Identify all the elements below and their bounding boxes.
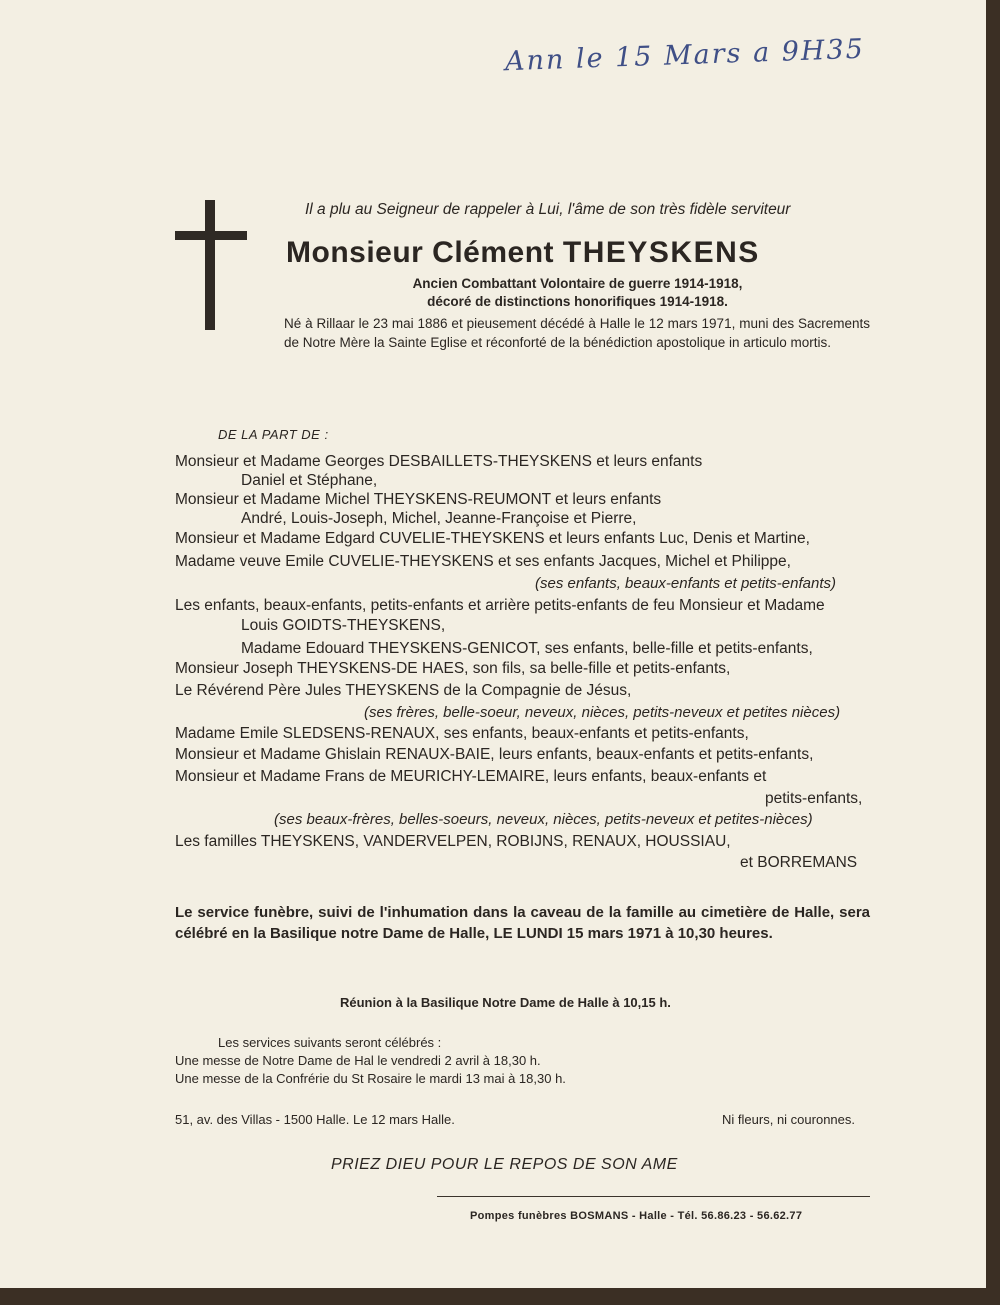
funeral-service-text: Le service funèbre, suivi de l'inhumation dans la caveau de la famille au cimetière de Halle, sera célébré en la Basilique notre Dame de Halle, LE LUNDI 15 mars 1971 à 10,30 heures. bbox=[175, 904, 870, 942]
name-surname: THEYSKENS bbox=[562, 236, 760, 269]
family-line: et BORREMANS bbox=[740, 854, 858, 871]
reunion-text: Réunion à la Basilique Notre Dame de Halle à 10,15 h. bbox=[340, 995, 671, 1010]
family-line: Monsieur Joseph THEYSKENS-DE HAES, son fils, sa belle-fille et petits-enfants, bbox=[175, 660, 731, 677]
family-line: Monsieur et Madame Ghislain RENAUX-BAIE, leurs enfants, beaux-enfants et petits-enfants, bbox=[175, 746, 814, 763]
deceased-name bbox=[286, 236, 760, 270]
flowers-note: Ni fleurs, ni couronnes. bbox=[722, 1112, 855, 1127]
family-line: petits-enfants, bbox=[765, 790, 863, 807]
birth-death-text: Né à Rillaar le 23 mai 1886 et pieusement décédé à Halle le 12 mars 1971, muni des Sacrements de Notre Mère la Sainte Eglise et réconforté de la bénédiction apostolique in articulo mortis. bbox=[284, 316, 870, 350]
cross-vertical-bar bbox=[205, 200, 215, 330]
cross-horizontal-bar bbox=[175, 231, 247, 240]
intro-text: Il a plu au Seigneur de rappeler à Lui, l'âme de son très fidèle serviteur bbox=[305, 201, 791, 218]
handwritten-note: Ann le 15 Mars a 9H35 bbox=[504, 33, 866, 78]
prayer-request: PRIEZ DIEU POUR LE REPOS DE SON AME bbox=[331, 1156, 678, 1173]
family-line: Madame Emile SLEDSENS-RENAUX, ses enfants, beaux-enfants et petits-enfants, bbox=[175, 725, 749, 742]
address-text: 51, av. des Villas - 1500 Halle. Le 12 mars Halle. bbox=[175, 1112, 455, 1127]
family-line: André, Louis-Joseph, Michel, Jeanne-Françoise et Pierre, bbox=[241, 510, 637, 527]
funeral-home-footer: Pompes funèbres BOSMANS - Halle - Tél. 56.86.23 - 56.62.77 bbox=[470, 1210, 803, 1222]
name-prefix: Monsieur Clément bbox=[286, 236, 555, 269]
family-line: Louis GOIDTS-THEYSKENS, bbox=[241, 617, 446, 634]
family-relation-note: (ses frères, belle-soeur, neveux, nièces, petits-neveux et petites nièces) bbox=[364, 704, 841, 721]
family-line: Les familles THEYSKENS, VANDERVELPEN, ROBIJNS, RENAUX, HOUSSIAU, bbox=[175, 833, 731, 850]
family-line: Monsieur et Madame Georges DESBAILLETS-THEYSKENS et leurs enfants bbox=[175, 453, 703, 470]
de-la-part-heading: DE LA PART DE : bbox=[218, 427, 329, 442]
subtitle-line: Ancien Combattant Volontaire de guerre 1914-1918, bbox=[412, 276, 743, 291]
family-line: Monsieur et Madame Frans de MEURICHY-LEMAIRE, leurs enfants, beaux-enfants et bbox=[175, 768, 767, 785]
family-line: Les enfants, beaux-enfants, petits-enfants et arrière petits-enfants de feu Monsieur et Madame bbox=[175, 597, 825, 614]
divider bbox=[437, 1196, 870, 1197]
subtitle-line: décoré de distinctions honorifiques 1914-1918. bbox=[427, 294, 728, 309]
family-line: Le Révérend Père Jules THEYSKENS de la Compagnie de Jésus, bbox=[175, 682, 632, 699]
service-mass-line: Une messe de Notre Dame de Hal le vendredi 2 avril à 18,30 h. bbox=[175, 1053, 541, 1068]
family-line: Daniel et Stéphane, bbox=[241, 472, 378, 489]
family-line: Madame Edouard THEYSKENS-GENICOT, ses enfants, belle-fille et petits-enfants, bbox=[241, 640, 813, 657]
family-line: Monsieur et Madame Edgard CUVELIE-THEYSKENS et leurs enfants Luc, Denis et Martine, bbox=[175, 530, 810, 547]
services-intro: Les services suivants seront célébrés : bbox=[218, 1035, 442, 1050]
family-relation-note: (ses beaux-frères, belles-soeurs, neveux, nièces, petits-neveux et petites-nièces) bbox=[274, 811, 813, 828]
family-relation-note: (ses enfants, beaux-enfants et petits-enfants) bbox=[535, 575, 837, 592]
service-mass-line: Une messe de la Confrérie du St Rosaire le mardi 13 mai à 18,30 h. bbox=[175, 1071, 566, 1086]
family-line: Monsieur et Madame Michel THEYSKENS-REUMONT et leurs enfants bbox=[175, 491, 662, 508]
family-line: Madame veuve Emile CUVELIE-THEYSKENS et ses enfants Jacques, Michel et Philippe, bbox=[175, 553, 791, 570]
